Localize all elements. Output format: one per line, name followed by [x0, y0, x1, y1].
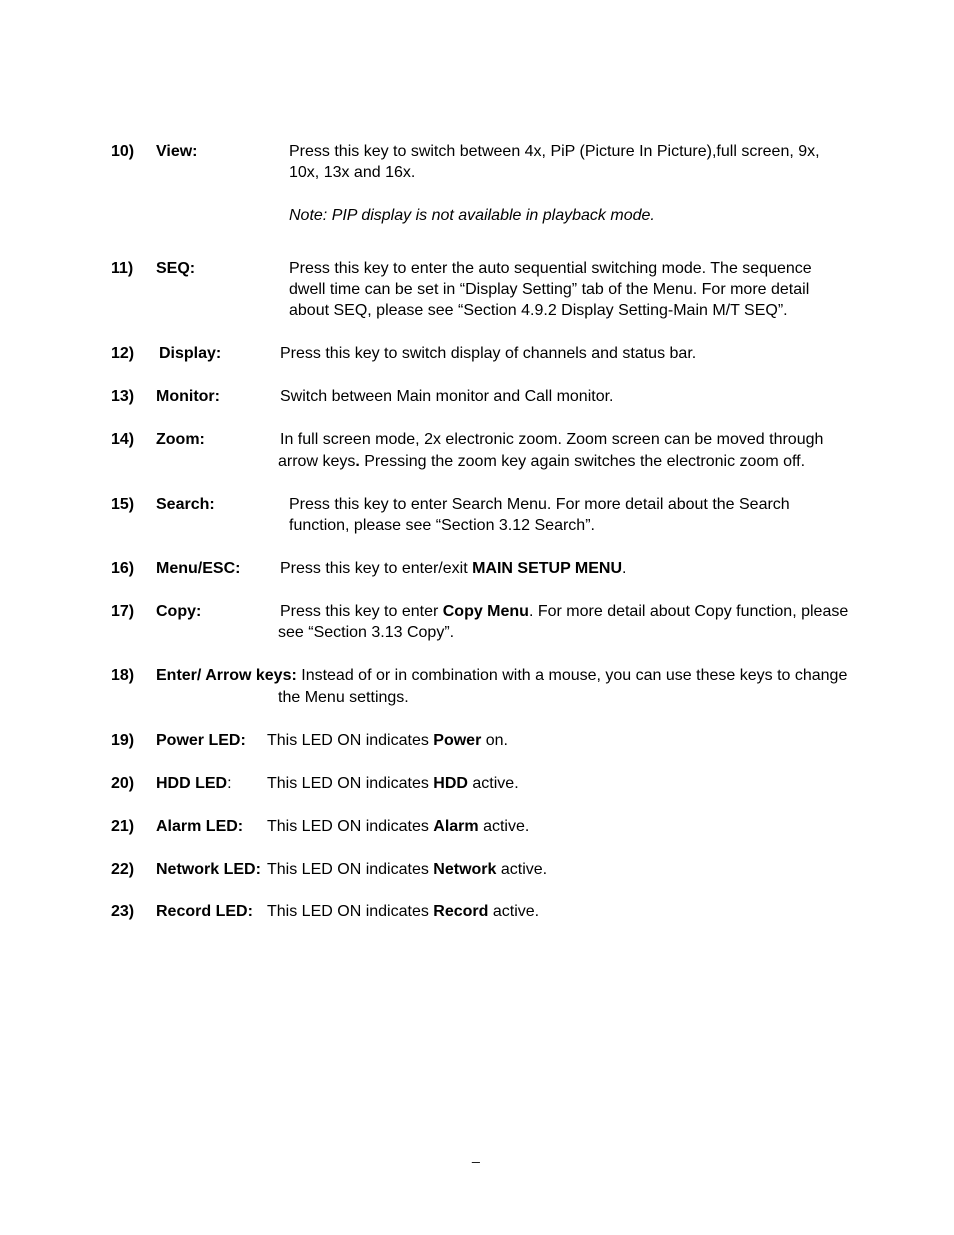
item-number: 19) — [111, 732, 135, 749]
page-footer-mark: _ — [472, 1147, 480, 1163]
item-description: This LED ON indicates Power on. — [267, 732, 508, 749]
item-number: 15) — [111, 496, 135, 513]
item-description: In full screen mode, 2x electronic zoom. Zoom screen can be moved through arrow keys. Pressing the zoom key again switches the electronic zoom off. — [278, 431, 824, 470]
item-label: Enter/ Arrow keys: — [156, 667, 297, 684]
item-label: Alarm LED: — [156, 818, 244, 835]
item-description: This LED ON indicates Alarm active. — [267, 818, 530, 835]
item-description: Switch between Main monitor and Call monitor. — [280, 388, 614, 405]
item-number: 20) — [111, 775, 135, 792]
item-number: 12) — [111, 345, 135, 362]
item-label: View: — [156, 143, 198, 160]
item-description: Press this key to enter Search Menu. For more detail about the Search function, please see “Section 3.12 Search”. — [289, 496, 790, 534]
item-number: 14) — [111, 431, 135, 448]
item-number: 18) — [111, 667, 135, 684]
item-number: 21) — [111, 818, 135, 835]
item-label: SEQ: — [156, 260, 196, 277]
item-description: This LED ON indicates HDD active. — [267, 775, 519, 792]
item-label: Display: — [159, 345, 222, 362]
item-description: Press this key to switch between 4x, PiP (Picture In Picture),full screen, 9x, 10x, 13x and 16x. Note: PIP display is not available in playback mode. — [289, 141, 839, 226]
item-note: Note: PIP display is not available in playback mode. — [289, 207, 655, 224]
item-description: This LED ON indicates Record active. — [267, 903, 540, 920]
item-label: Network LED: — [156, 861, 261, 878]
item-description: Press this key to enter/exit MAIN SETUP MENU. — [280, 560, 627, 577]
item-description: Enter/ Arrow keys: Instead of or in combination with a mouse, you can use these keys to change the Menu settings. — [156, 667, 848, 706]
item-number: 17) — [111, 603, 135, 620]
item-label: HDD LED: — [156, 775, 232, 792]
item-description: Press this key to enter Copy Menu. For more detail about Copy function, please see “Section 3.13 Copy”. — [278, 603, 849, 641]
item-label: Zoom: — [156, 431, 205, 448]
item-number: 13) — [111, 388, 135, 405]
item-number: 11) — [111, 260, 134, 277]
item-label: Menu/ESC: — [156, 560, 241, 577]
item-label: Monitor: — [156, 388, 220, 405]
item-number: 10) — [111, 143, 135, 160]
item-label: Power LED: — [156, 732, 246, 749]
item-description: Press this key to enter the auto sequential switching mode. The sequence dwell time can be set in “Display Setting” tab of the Menu. For more detail about SEQ, please see “Section 4.9.2 Display Setting-Main M/T SEQ”. — [289, 260, 812, 319]
item-label: Copy: — [156, 603, 202, 620]
item-label: Search: — [156, 496, 215, 513]
item-description: This LED ON indicates Network active. — [267, 861, 548, 878]
item-number: 22) — [111, 861, 135, 878]
item-label: Record LED: — [156, 903, 253, 920]
item-number: 23) — [111, 903, 135, 920]
item-description: Press this key to switch display of channels and status bar. — [280, 345, 697, 362]
item-number: 16) — [111, 560, 135, 577]
